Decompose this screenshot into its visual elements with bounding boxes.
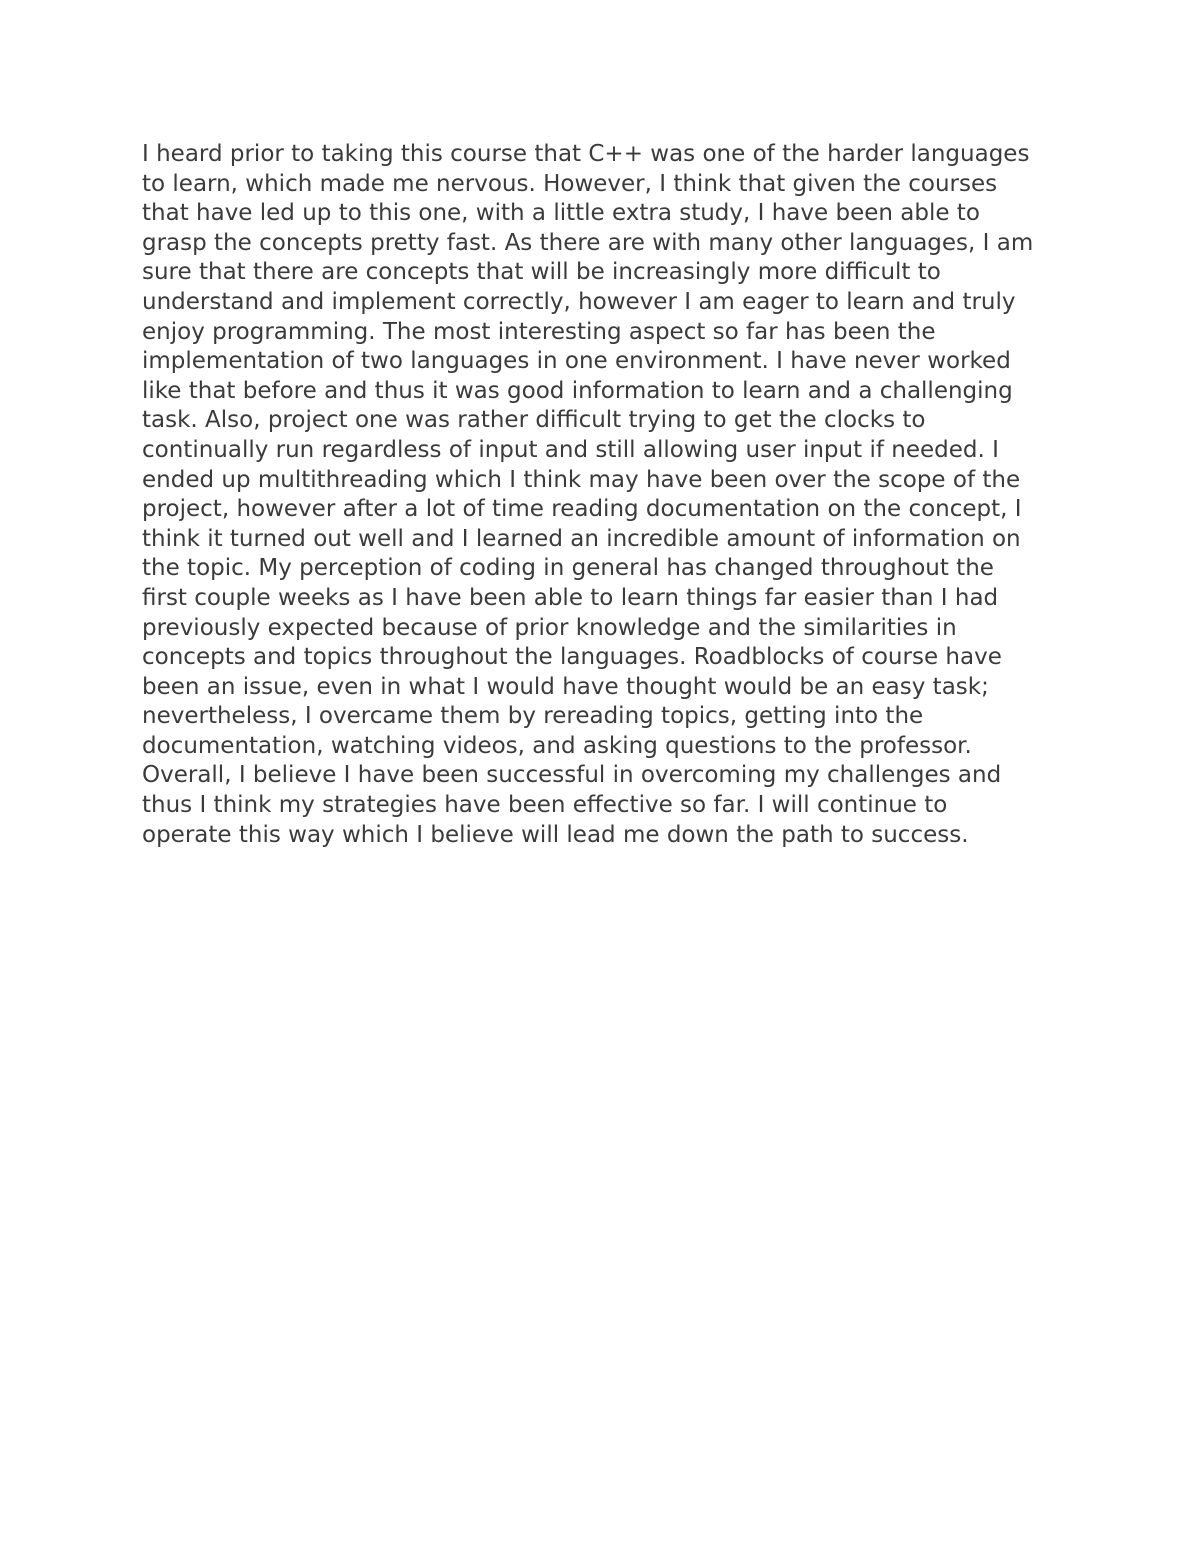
paragraph-line: to learn, which made me nervous. However, I think that given the courses: [142, 170, 998, 197]
paragraph-line: task. Also, project one was rather difficult trying to get the clocks to: [142, 407, 926, 434]
paragraph-line: sure that there are concepts that will be increasingly more difficult to: [142, 259, 941, 286]
paragraph-line: the topic. My perception of coding in general has changed throughout the: [142, 555, 994, 582]
paragraph-line: project, however after a lot of time reading documentation on the concept, I: [142, 496, 1022, 523]
paragraph-line: previously expected because of prior knowledge and the similarities in: [142, 614, 957, 641]
paragraph-line: enjoy programming. The most interesting aspect so far has been the: [142, 318, 936, 345]
paragraph-line: that have led up to this one, with a little extra study, I have been able to: [142, 200, 980, 227]
paragraph-line: think it turned out well and I learned an incredible amount of information on: [142, 525, 1021, 552]
paragraph-line: understand and implement correctly, however I am eager to learn and truly: [142, 288, 1016, 315]
paragraph-line: thus I think my strategies have been effective so far. I will continue to: [142, 792, 948, 819]
paragraph-line: Overall, I believe I have been successful in overcoming my challenges and: [142, 762, 1002, 789]
paragraph-line: like that before and thus it was good information to learn and a challenging: [142, 377, 1013, 404]
paragraph-line: grasp the concepts pretty fast. As there are with many other languages, I am: [142, 229, 1034, 256]
paragraph-line: implementation of two languages in one environment. I have never worked: [142, 348, 1011, 375]
paragraph-line: I heard prior to taking this course that C++ was one of the harder languages: [142, 141, 1030, 167]
paragraph-line: operate this way which I believe will lead me down the path to success.: [142, 821, 969, 848]
paragraph-line: concepts and topics throughout the languages. Roadblocks of course have: [142, 644, 1002, 671]
paragraph-line: first couple weeks as I have been able to learn things far easier than I had: [142, 584, 999, 611]
body-paragraph: [142, 140, 1082, 850]
paragraph-line: continually run regardless of input and still allowing user input if needed. I: [142, 436, 999, 463]
paragraph-line: documentation, watching videos, and asking questions to the professor.: [142, 732, 972, 759]
paragraph-line: ended up multithreading which I think may have been over the scope of the: [142, 466, 1021, 493]
paragraph-line: nevertheless, I overcame them by rereading topics, getting into the: [142, 703, 924, 730]
paragraph-line: been an issue, even in what I would have thought would be an easy task;: [142, 673, 989, 700]
